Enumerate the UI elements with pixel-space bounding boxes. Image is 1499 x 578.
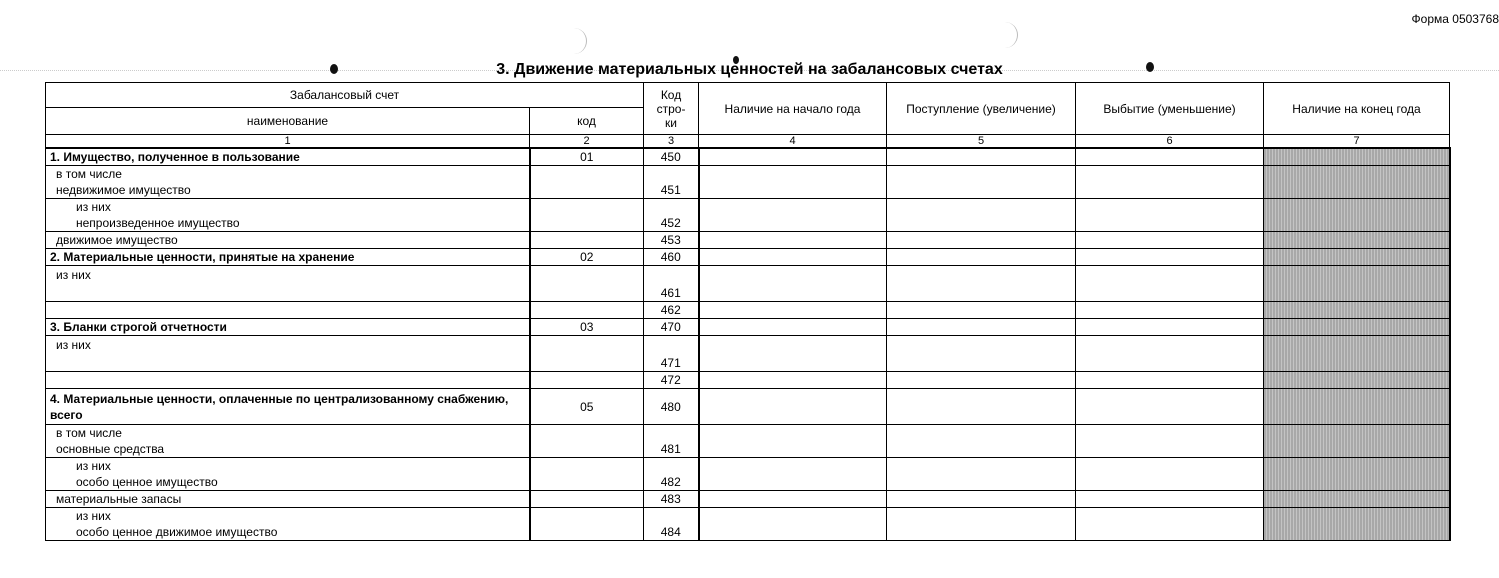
start-balance-cell[interactable] [699, 199, 887, 232]
row-code: 453 [644, 232, 699, 249]
start-balance-cell[interactable] [699, 508, 887, 541]
receipt-cell[interactable] [887, 458, 1076, 491]
table-row [46, 336, 1450, 372]
table-row [46, 302, 1450, 319]
header-end-balance: Наличие на конец года [1264, 83, 1450, 135]
disposal-cell[interactable] [1076, 166, 1264, 199]
receipt-cell[interactable] [887, 166, 1076, 199]
row-name [46, 372, 530, 389]
binding-hole-mark [1003, 22, 1018, 48]
end-balance-cell [1264, 232, 1450, 249]
receipt-cell[interactable] [887, 148, 1076, 166]
row-code: 450 [644, 148, 699, 166]
row-name: в том числе [46, 166, 530, 183]
receipt-cell[interactable] [887, 508, 1076, 541]
account-code [530, 508, 644, 541]
header-receipt: Поступление (увеличение) [887, 83, 1076, 135]
row-code: 481 [644, 425, 699, 458]
receipt-cell[interactable] [887, 319, 1076, 336]
account-code [530, 458, 644, 491]
table-row [46, 491, 1450, 508]
row-code: 462 [644, 302, 699, 319]
column-number: 5 [887, 135, 1076, 149]
end-balance-cell [1264, 249, 1450, 266]
row-name: из них [46, 458, 530, 475]
table-row [46, 458, 1450, 475]
table-row [46, 372, 1450, 389]
row-name: в том числе [46, 425, 530, 442]
disposal-cell[interactable] [1076, 199, 1264, 232]
offbalance-table [45, 82, 1451, 541]
column-number: 1 [46, 135, 530, 149]
row-name: материальные запасы [46, 491, 530, 508]
row-name: из них [46, 336, 530, 372]
table-row [46, 266, 1450, 302]
account-code: 03 [530, 319, 644, 336]
row-code: 470 [644, 319, 699, 336]
header-row-code: Код стро- ки [644, 83, 699, 135]
end-balance-cell [1264, 336, 1450, 372]
table-row [46, 425, 1450, 442]
row-code: 460 [644, 249, 699, 266]
disposal-cell[interactable] [1076, 232, 1264, 249]
column-number: 3 [644, 135, 699, 149]
receipt-cell[interactable] [887, 302, 1076, 319]
column-number: 2 [530, 135, 644, 149]
end-balance-cell [1264, 302, 1450, 319]
disposal-cell[interactable] [1076, 336, 1264, 372]
receipt-cell[interactable] [887, 336, 1076, 372]
row-code: 472 [644, 372, 699, 389]
column-number: 6 [1076, 135, 1264, 149]
header-start-balance: Наличие на начало года [699, 83, 887, 135]
column-number: 4 [699, 135, 887, 149]
row-name: движимое имущество [46, 232, 530, 249]
header-disposal: Выбытие (уменьшение) [1076, 83, 1264, 135]
account-code: 02 [530, 249, 644, 266]
end-balance-cell [1264, 266, 1450, 302]
start-balance-cell[interactable] [699, 458, 887, 491]
end-balance-cell [1264, 389, 1450, 425]
receipt-cell[interactable] [887, 491, 1076, 508]
end-balance-cell [1264, 372, 1450, 389]
disposal-cell[interactable] [1076, 319, 1264, 336]
table-row [46, 148, 1450, 166]
table-row [46, 199, 1450, 216]
section-title: 3. Движение материальных ценностей на забалансовых счетах [496, 61, 1003, 78]
row-name: 1. Имущество, полученное в пользование [46, 148, 530, 166]
disposal-cell[interactable] [1076, 302, 1264, 319]
row-code: 451 [644, 166, 699, 199]
row-name: из них [46, 199, 530, 216]
row-name: из них [46, 508, 530, 525]
receipt-cell[interactable] [887, 372, 1076, 389]
row-code: 471 [644, 336, 699, 372]
header-code: код [530, 108, 644, 135]
start-balance-cell[interactable] [699, 166, 887, 199]
row-code: 461 [644, 266, 699, 302]
header-name: наименование [46, 108, 530, 135]
row-name: 2. Материальные ценности, принятые на хранение [46, 249, 530, 266]
start-balance-cell[interactable] [699, 319, 887, 336]
row-name: непроизведенное имущество [46, 215, 530, 232]
start-balance-cell[interactable] [699, 389, 887, 425]
end-balance-cell [1264, 148, 1450, 166]
end-balance-cell [1264, 319, 1450, 336]
start-balance-cell[interactable] [699, 249, 887, 266]
start-balance-cell[interactable] [699, 336, 887, 372]
start-balance-cell[interactable] [699, 372, 887, 389]
receipt-cell[interactable] [887, 389, 1076, 425]
start-balance-cell[interactable] [699, 425, 887, 458]
start-balance-cell[interactable] [699, 491, 887, 508]
account-code [530, 232, 644, 249]
form-code: Форма 0503768 [1411, 12, 1499, 26]
row-code: 482 [644, 458, 699, 491]
start-balance-cell[interactable] [699, 232, 887, 249]
disposal-cell[interactable] [1076, 148, 1264, 166]
binding-hole-mark [572, 28, 587, 54]
account-code [530, 302, 644, 319]
end-balance-cell [1264, 491, 1450, 508]
row-code: 480 [644, 389, 699, 425]
table-row [46, 389, 1450, 425]
receipt-cell[interactable] [887, 425, 1076, 458]
end-balance-cell [1264, 425, 1450, 458]
disposal-cell[interactable] [1076, 491, 1264, 508]
disposal-cell[interactable] [1076, 425, 1264, 458]
table-row [46, 249, 1450, 266]
disposal-cell[interactable] [1076, 249, 1264, 266]
row-code: 483 [644, 491, 699, 508]
row-name: 4. Материальные ценности, оплаченные по централизованному снабжению, всего [46, 389, 530, 425]
receipt-cell[interactable] [887, 266, 1076, 302]
account-code [530, 372, 644, 389]
receipt-cell[interactable] [887, 199, 1076, 232]
start-balance-cell[interactable] [699, 302, 887, 319]
account-code [530, 336, 644, 372]
column-number: 7 [1264, 135, 1450, 149]
table-row [46, 319, 1450, 336]
row-name: из них [46, 266, 530, 302]
row-name: недвижимое имущество [46, 182, 530, 199]
account-code [530, 266, 644, 302]
disposal-cell[interactable] [1076, 458, 1264, 491]
disposal-cell[interactable] [1076, 389, 1264, 425]
account-code [530, 491, 644, 508]
end-balance-cell [1264, 199, 1450, 232]
disposal-cell[interactable] [1076, 372, 1264, 389]
account-code [530, 199, 644, 232]
end-balance-cell [1264, 508, 1450, 541]
row-code: 484 [644, 508, 699, 541]
start-balance-cell[interactable] [699, 148, 887, 166]
account-code [530, 425, 644, 458]
disposal-cell[interactable] [1076, 508, 1264, 541]
header-account-group: Забалансовый счет [46, 83, 644, 108]
receipt-cell[interactable] [887, 249, 1076, 266]
table-row [46, 166, 1450, 183]
account-code [530, 166, 644, 199]
row-name: особо ценное имущество [46, 474, 530, 491]
start-balance-cell[interactable] [699, 266, 887, 302]
end-balance-cell [1264, 166, 1450, 199]
row-name: особо ценное движимое имущество [46, 524, 530, 541]
account-code: 05 [530, 389, 644, 425]
account-code: 01 [530, 148, 644, 166]
end-balance-cell [1264, 458, 1450, 491]
receipt-cell[interactable] [887, 232, 1076, 249]
disposal-cell[interactable] [1076, 266, 1264, 302]
row-name [46, 302, 530, 319]
table-row [46, 508, 1450, 525]
table-row [46, 232, 1450, 249]
row-code: 452 [644, 199, 699, 232]
row-name: основные средства [46, 441, 530, 458]
row-name: 3. Бланки строгой отчетности [46, 319, 530, 336]
